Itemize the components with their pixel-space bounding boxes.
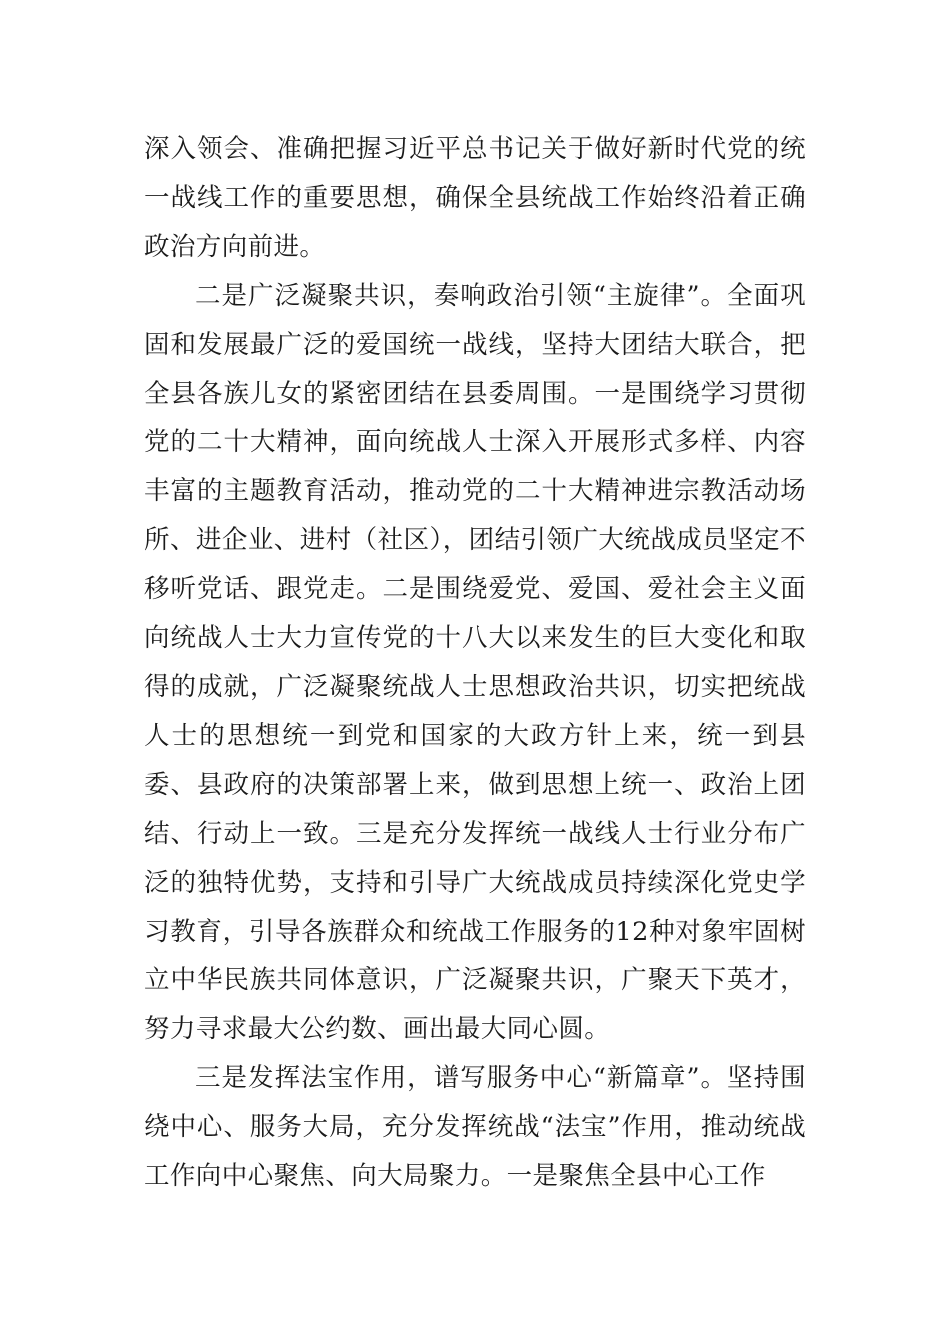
paragraph-consensus: 二是广泛凝聚共识，奏响政治引领“主旋律”。全面巩固和发展最广泛的爱国统一战线，坚持大团结大联合，把全县各族儿女的紧密团结在县委周围。一是围绕学习贯彻党的二十大精神，面向统战人士深入开展形式多样、内容丰富的主题教育活动，推动党的二十大精神进宗教活动场所、进企业、进村（社区），团结引领广大统战成员坚定不移听党话、跟党走。二是围绕爱党、爱国、爱社会主义面向统战人士大力宣传党的十八大以来发生的巨大变化和取得的成就，广泛凝聚统战人士思想政治共识，切实把统战人士的思想统一到党和国家的大政方针上来，统一到县委、县政府的决策部署上来，做到思想上统一、政治上团结、行动上一致。三是充分发挥统一战线人士行业分布广泛的独特优势，支持和引导广大统战成员持续深化党史学习教育，引导各族群众和统战工作服务的12种对象牢固树立中华民族共同体意识，广泛凝聚共识，广聚天下英才，努力寻求最大公约数、画出最大同心圆。: [144, 280, 806, 1045]
document-body: [144, 125, 806, 1201]
paragraph-continuation: 深入领会、准确把握习近平总书记关于做好新时代党的统一战线工作的重要思想，确保全县统战工作始终沿着正确政治方向前进。: [144, 134, 806, 262]
paragraph-magic-weapon: 三是发挥法宝作用，谱写服务中心“新篇章”。坚持围绕中心、服务大局，充分发挥统战“法宝”作用，推动统战工作向中心聚焦、向大局聚力。一是聚焦全县中心工作: [144, 1063, 806, 1192]
